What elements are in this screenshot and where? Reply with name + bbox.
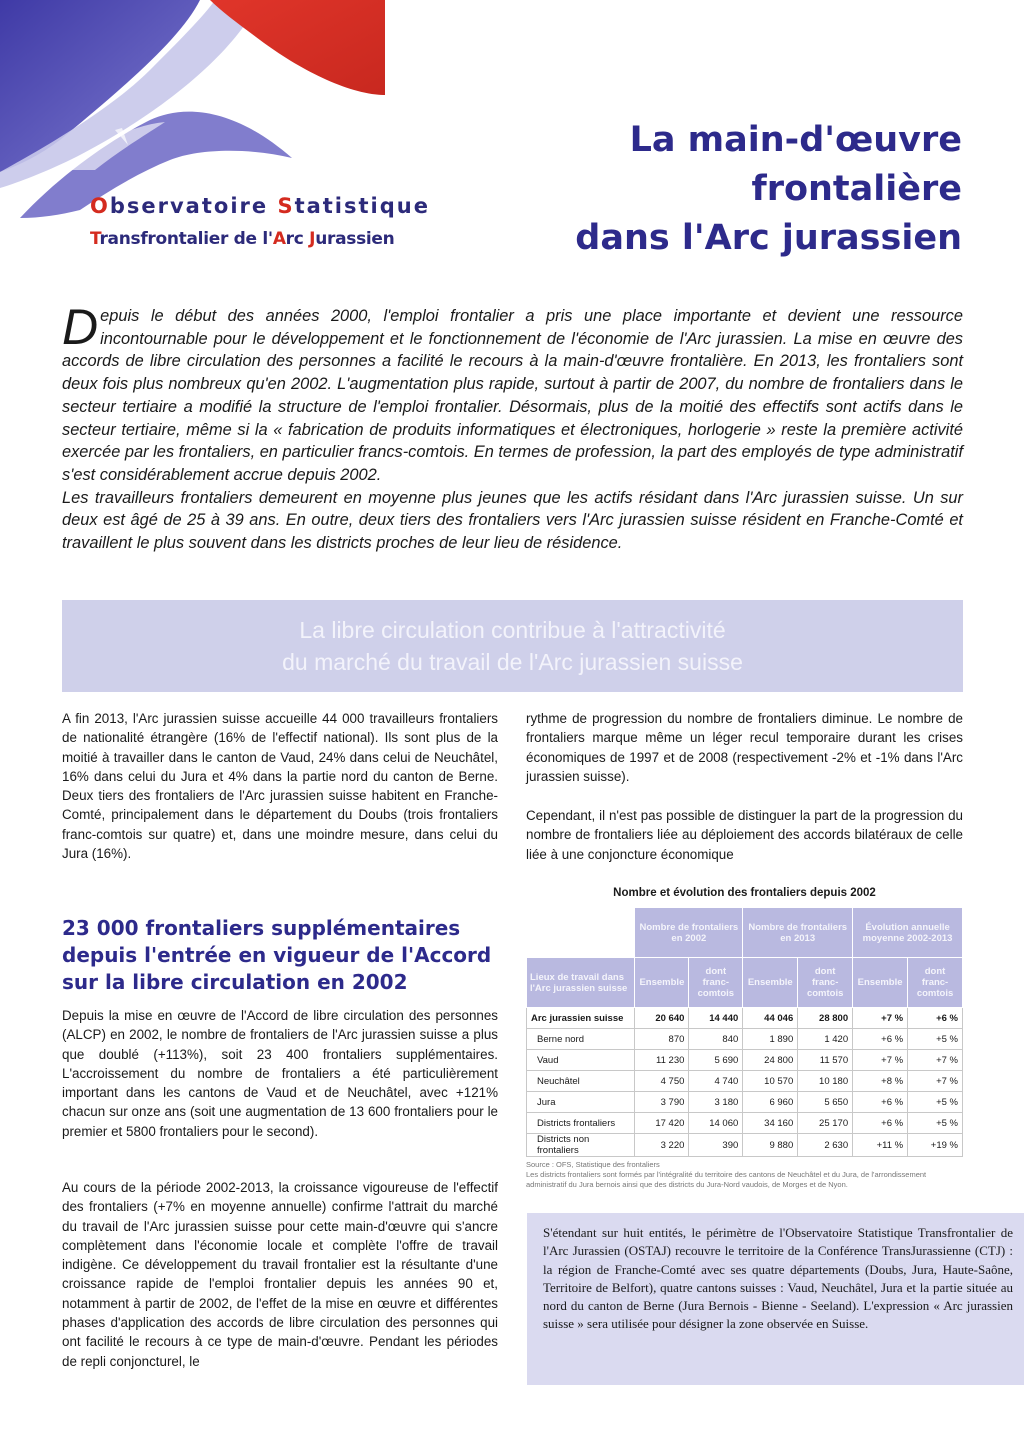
intro-paragraph: Les travailleurs frontaliers demeurent en moyenne plus jeunes que les actifs résidant dans l'Arc jurassien suisse. Un sur deux est âgé de 25 à 39 ans. En outre, deux tiers des frontaliers vers l'Arc jurassien suisse résident en Franche-Comté et travaillent le plus souvent dans les districts proches de leur lieu de résidence. [62,488,963,553]
logo-text-line1: Observatoire Statistique [90,194,430,218]
table-group-header: Nombre de frontaliers en 2002 [635,908,743,958]
right-column-paragraph: rythme de progression du nombre de frontaliers diminue. Le nombre de frontaliers marque même un léger recul temporaire durant les crises économiques de 1997 et de 2008 (respectivement -2% et -1% dans l'Arc jurassien suisse). [526,711,963,784]
table-row: Neuchâtel 4 750 4 740 10 570 10 180 +8 % +7 % [527,1071,963,1092]
table-group-header: Évolution annuelle moyenne 2002-2013 [853,908,963,958]
frontaliers-table [526,907,963,1157]
intro-text [62,299,963,555]
table-row-header: Lieux de travail dans l'Arc jurassien suisse [527,958,635,1008]
table-sub-header: dont franc-comtois [908,958,963,1008]
table-sub-header: dont franc-comtois [689,958,743,1008]
table-row: Arc jurassien suisse 20 640 14 440 44 046 28 800 +7 % +6 % [527,1008,963,1029]
drop-cap: D [62,299,99,355]
page-title [575,116,962,263]
logo-text-line2: Transfrontalier de l'Arc Jurassien [90,229,395,249]
banner-line: La libre circulation contribue à l'attractivité [299,617,726,643]
table-group-header: Nombre de frontaliers en 2013 [743,908,853,958]
table-row: Jura 3 790 3 180 6 960 5 650 +6 % +5 % [527,1092,963,1113]
section-banner [62,600,963,692]
right-column-paragraph: Cependant, il n'est pas possible de distinguer la part de la progression du nombre de frontaliers liée au déploiement des accords bilatéraux de celle liée à une conjoncture économique [526,808,963,862]
left-column-paragraph: Au cours de la période 2002-2013, la croissance vigoureuse de l'effectif des frontaliers (+7% en moyenne annuelle) confirme l'attrait du marché du travail de l'Arc jurassien suisse pour cette main-d'œuvre qui s'ancre complètement dans l'économie locale et complète l'offre de travail indigène. Ce développement du travail frontalier est la résultante d'une croissance rapide de l'emploi frontalier depuis les années 90 et, notamment à partir de 2002, de l'effet de la mise en œuvre et différentes phases d'application des accords de libre circulation des personnes qui ont facilité le recours à ce type de main-d'œuvre. Pendant les périodes de repli conjoncturel, le [62,1180,498,1369]
table-row: Berne nord 870 840 1 890 1 420 +6 % +5 % [527,1029,963,1050]
section-subheading: 23 000 frontaliers supplémentaires depuis l'entrée en vigueur de l'Accord sur la libre circulation en 2002 [62,916,492,994]
table-row: Vaud 11 230 5 690 24 800 11 570 +7 % +7 % [527,1050,963,1071]
banner-line: du marché du travail de l'Arc jurassien suisse [282,649,743,675]
table-sub-header: Ensemble [853,958,908,1008]
table-source-note: Source : OFS, Statistique des frontaliers Les districts frontaliers sont formés par l'intégralité du territoire des cantons de Neuchâtel et du Jura, de l'arrondissement administratif du Jura bernois ainsi que des districts du Jura-Nord vaudois, de Morges et de Nyon. [526,1160,927,1189]
table-row: Districts non frontaliers 3 220 390 9 880 2 630 +11 % +19 % [527,1134,963,1157]
red-swoosh [210,0,385,95]
left-column-paragraph: A fin 2013, l'Arc jurassien suisse accueille 44 000 travailleurs frontaliers de nationalité étrangère (16% de l'effectif national). Ils sont plus de la moitié à travailler dans le canton de Vaud, 24% dans celui de Neuchâtel, 16% dans celui du Jura et 4% dans la partie nord du canton de Berne. Deux tiers des frontaliers de l'Arc jurassien suisse habitent en Franche-Comté, principalement dans le département du Doubs (trois frontaliers franc-comtois sur quatre) et, dans une moindre mesure, dans celui du Jura (16%). [62,711,498,862]
title-line: La main-d'œuvre [629,120,962,160]
info-box-text: S'étendant sur huit entités, le périmètre de l'Observatoire Statistique Transfrontalier de l'Arc Jurassien (OSTAJ) recouvre le territoire de la Conférence TransJurassienne (CTJ) : la région de Franche-Comté avec ses quatre départements (Doubs, Jura, Haute-Saône, Territoire de Belfort), quatre cantons suisses : Vaud, Neuchâtel, Jura et la partie située au nord du canton de Berne (Jura Bernois - Bienne - Seeland). L'expression « Arc jurassien suisse » sera utilisée pour désigner la zone observée en Suisse. [543,1225,1013,1332]
table-row: Districts frontaliers 17 420 14 060 34 160 25 170 +6 % +5 % [527,1113,963,1134]
table-sub-header: Ensemble [635,958,689,1008]
title-line: frontalière [751,169,962,209]
table-sub-header: Ensemble [743,958,798,1008]
title-line: dans l'Arc jurassien [575,218,962,258]
intro-paragraph: epuis le début des années 2000, l'emploi frontalier a pris une place importante et devient une ressource incontournable pour le développement et le fonctionnement de l'économie de l'Arc jurassien. La mise en œuvre des accords de libre circulation des personnes a facilité le recours à la main-d'œuvre frontalière. En 2013, les frontaliers sont deux fois plus nombreux qu'en 2002. L'augmentation plus rapide, surtout à partir de 2007, du nombre de frontaliers dans le secteur tertiaire a modifié la structure de l'emploi frontalier. Désormais, plus de la moitié des effectifs sont actifs dans le secteur tertiaire, même si la « fabrication de produits informatiques et électroniques, horlogerie » reste la première activité exercée par les frontaliers, en particulier francs-comtois. En termes de profession, la part des employés de type administratif s'est considérablement accrue depuis 2002. [62,307,963,484]
left-column-paragraph: Depuis la mise en œuvre de l'Accord de libre circulation des personnes (ALCP) en 2002, le nombre de frontaliers de l'Arc jurassien suisse a plus que doublé (+113%), soit 23 400 frontaliers supplémentaires. L'accroissement du nombre de frontaliers a été particulièrement important dans les cantons de Vaud et de Neuchâtel, avec +121% chacun sur onze ans (soit une augmentation de 13 600 frontaliers pour le premier et 5800 frontaliers pour le second). [62,1008,498,1139]
table-sub-header: dont franc-comtois [798,958,853,1008]
table-title: Nombre et évolution des frontaliers depuis 2002 [613,887,876,899]
